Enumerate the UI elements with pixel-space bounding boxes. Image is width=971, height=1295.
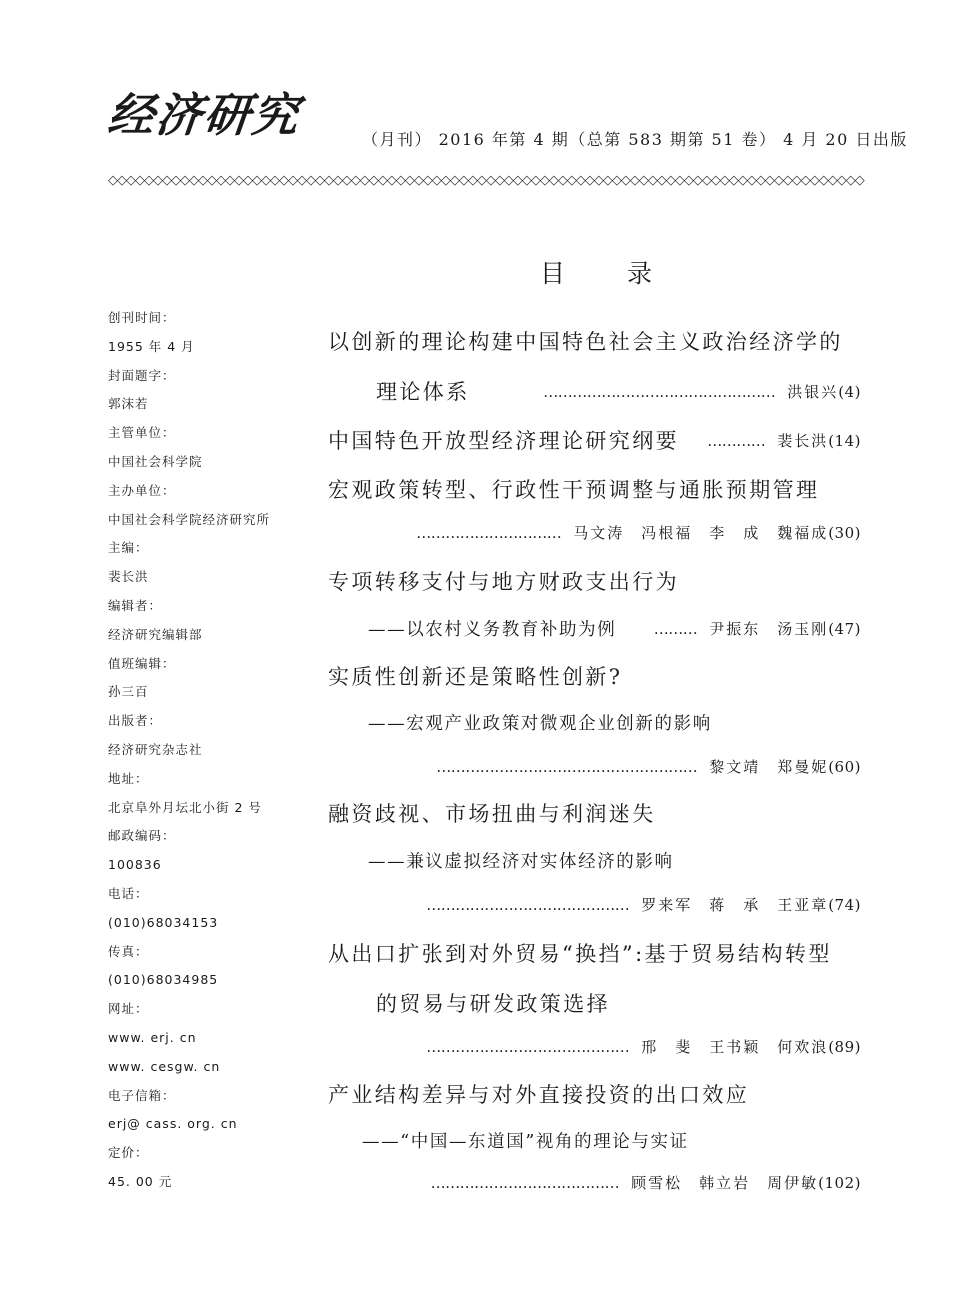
sidebar-label: 主办单位：	[108, 482, 176, 498]
sidebar-label: 传真：	[108, 943, 149, 959]
sidebar-label: 网址：	[108, 1001, 149, 1017]
sidebar-value: (010)68034985	[108, 972, 219, 988]
article-leader-row	[426, 1036, 861, 1057]
article-authors: 尹振东 汤玉刚	[709, 620, 829, 638]
article-title[interactable]: 中国特色开放型经济理论研究纲要	[328, 429, 679, 453]
sidebar-value: www. cesgw. cn	[108, 1058, 221, 1074]
sidebar-label: 地址：	[108, 770, 149, 786]
sidebar-value: 中国社会科学院	[108, 453, 203, 469]
ornamental-divider: ◇◇◇◇◇◇◇◇◇◇◇◇◇◇◇◇◇◇◇◇◇◇◇◇◇◇◇◇◇◇◇◇◇◇◇◇◇◇◇◇◇◇◇◇◇◇◇◇◇◇◇◇◇◇◇◇◇◇◇◇◇◇◇◇◇◇◇◇◇◇◇◇◇◇◇◇◇◇◇◇◇◇◇◇	[108, 174, 864, 188]
article-title[interactable]: 产业结构差异与对外直接投资的出口效应	[328, 1083, 750, 1107]
article-title[interactable]: 以创新的理论构建中国特色社会主义政治经济学的	[328, 330, 843, 354]
sidebar-value: 经济研究编辑部	[108, 626, 203, 642]
sidebar-label: 主编：	[108, 540, 149, 556]
sidebar-value: 100836	[108, 857, 162, 873]
sidebar-value: www. erj. cn	[108, 1029, 197, 1045]
toc-title: 目录	[540, 259, 715, 288]
article-title[interactable]: 实质性创新还是策略性创新?	[328, 665, 623, 689]
article-title[interactable]: 宏观政策转型、行政性干预调整与通胀预期管理	[328, 478, 820, 502]
sidebar-label: 邮政编码：	[108, 828, 176, 844]
sidebar-value: 45. 00 元	[108, 1173, 173, 1189]
sidebar-value: 北京阜外月坛北小街 2 号	[108, 799, 262, 815]
article-title[interactable]: 从出口扩张到对外贸易“换挡”:基于贸易结构转型	[328, 942, 832, 966]
sidebar-label: 定价：	[108, 1145, 149, 1161]
article-leader-row	[436, 756, 861, 777]
article-authors: 黎文靖 郑曼妮	[709, 758, 829, 776]
article-subtitle: ——兼议虚拟经济对实体经济的影响	[368, 852, 674, 872]
article-authors: 罗来军 蒋 承 王亚章	[641, 896, 829, 914]
article-page: (4)	[838, 383, 861, 401]
article-leader-row	[431, 1172, 861, 1193]
leader-dots: ………	[653, 620, 698, 638]
article-title-continued[interactable]: 的贸易与研发政策选择	[376, 992, 610, 1016]
article-leader-row	[426, 894, 861, 915]
sidebar-value: 郭沫若	[108, 396, 149, 412]
leader-dots: ………………………………………………	[436, 758, 698, 776]
article-leader-row	[416, 522, 861, 543]
sidebar-value: (010)68034153	[108, 914, 219, 930]
sidebar-label: 出版者：	[108, 713, 163, 729]
sidebar-value: 经济研究杂志社	[108, 741, 203, 757]
sidebar-label: 电子信箱：	[108, 1087, 176, 1103]
article-leader-row	[654, 618, 861, 639]
article-subtitle: ——以农村义务教育补助为例	[368, 620, 617, 640]
article-title-continued[interactable]: 理论体系	[376, 380, 470, 404]
article-page: (89)	[828, 1038, 861, 1056]
article-authors: 马文涛 冯根福 李 成 魏福成	[573, 524, 829, 542]
article-leader-row	[543, 381, 861, 402]
sidebar-value: 1955 年 4 月	[108, 338, 195, 354]
sidebar-label: 值班编辑：	[108, 655, 176, 671]
sidebar-label: 编辑者：	[108, 597, 163, 613]
article-title[interactable]: 专项转移支付与地方财政支出行为	[328, 570, 679, 594]
article-authors: 顾雪松 韩立岩 周伊敏	[631, 1174, 819, 1192]
sidebar-label: 创刊时间：	[108, 310, 176, 325]
sidebar-label: 主管单位：	[108, 425, 176, 441]
leader-dots: …………	[707, 432, 766, 450]
leader-dots: ……………………………………	[426, 896, 630, 914]
journal-logo: 经济研究	[105, 88, 303, 142]
article-authors: 邢 斐 王书颖 何欢浪	[641, 1038, 829, 1056]
article-authors: 裴长洪	[777, 432, 829, 450]
article-page: (30)	[828, 524, 861, 542]
article-subtitle: ——宏观产业政策对微观企业创新的影响	[368, 714, 712, 734]
article-leader-row	[707, 430, 861, 451]
article-subtitle: ——“中国—东道国”视角的理论与实证	[362, 1132, 689, 1152]
article-page: (47)	[828, 620, 861, 638]
leader-dots: ……………………………………	[426, 1038, 630, 1056]
leader-dots: …………………………………	[430, 1174, 620, 1192]
article-page: (60)	[828, 758, 861, 776]
article-page: (102)	[818, 1174, 861, 1192]
issue-info: （月刊） 2016 年第 4 期（总第 583 期第 51 卷） 4 月 20 日出版	[362, 130, 908, 149]
sidebar-value: erj@ cass. org. cn	[108, 1116, 238, 1132]
sidebar-value: 孙三百	[108, 684, 149, 700]
article-authors: 洪银兴	[787, 383, 839, 401]
sidebar-label: 封面题字：	[108, 367, 176, 383]
sidebar-value: 裴长洪	[108, 569, 149, 585]
leader-dots: …………………………………………	[543, 383, 776, 401]
leader-dots: …………………………	[416, 524, 562, 542]
article-title[interactable]: 融资歧视、市场扭曲与利润迷失	[328, 802, 656, 826]
article-page: (74)	[828, 896, 861, 914]
sidebar-label: 电话：	[108, 885, 149, 901]
article-page: (14)	[828, 432, 861, 450]
sidebar-value: 中国社会科学院经济研究所	[108, 511, 271, 527]
